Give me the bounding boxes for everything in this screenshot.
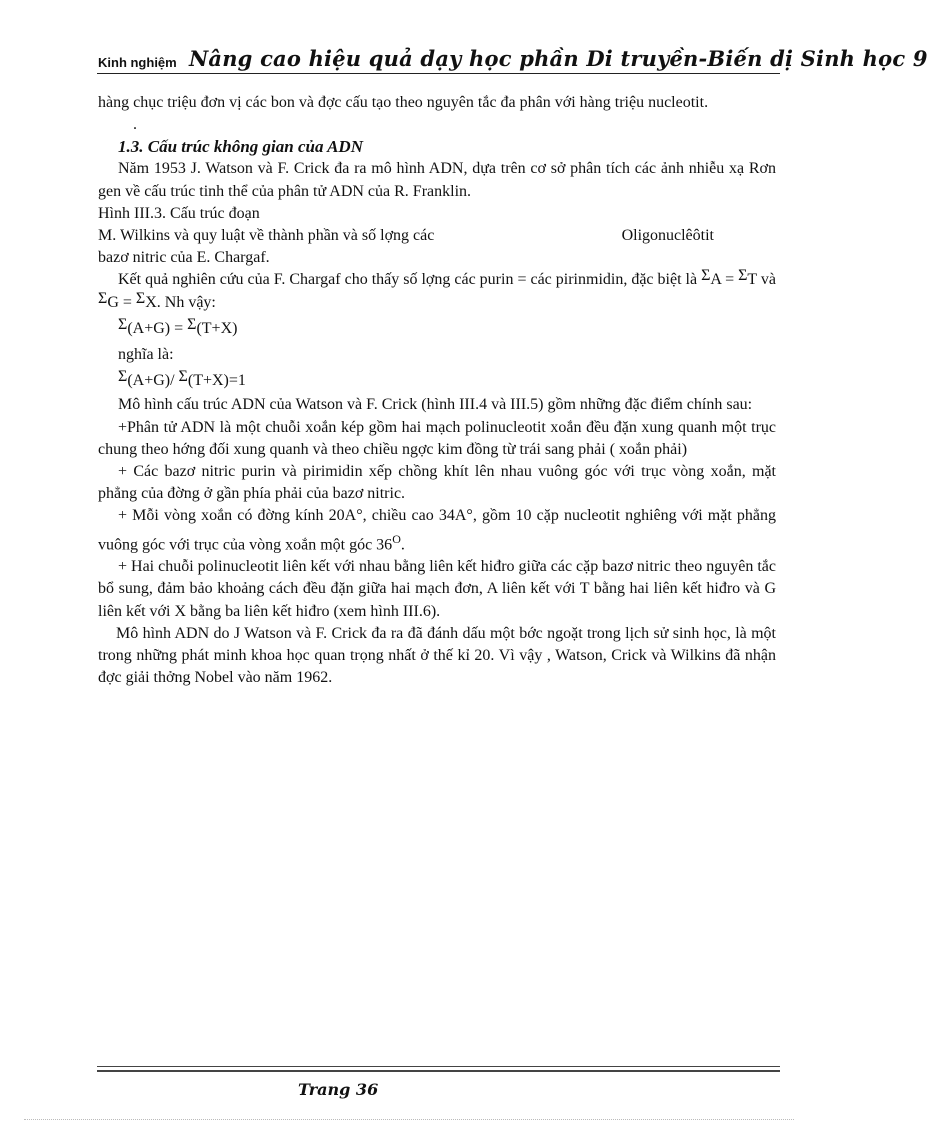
wilkins-line <box>98 225 776 247</box>
paragraph-hydrogen-bonds: + Hai chuỗi polinucleotit liên kết với nhau bằng liên kết hiđro giữa các cặp bazơ nitric theo nguyên tắc bổ sung, đảm bảo khoảng cách đều đặn giữa hai mạch đơn, A liên kết với T bằng hai liên kết hiđro và G liên kết với X bằng ba liên kết hiđro (xem hình III.6). <box>98 558 776 620</box>
paragraph-bases: + Các bazơ nitric purin và pirimidin xếp chồng khít lên nhau vuông góc với trục vòng xoắn, mặt phẳng của đờng ở gần phía phải của bazơ nitric. <box>98 463 776 503</box>
sigma-symbol: Σ <box>118 368 128 386</box>
sigma-symbol: Σ <box>701 267 711 285</box>
paragraph-nobel: Mô hình ADN do J Watson và F. Crick đa ra đã đánh dấu một bớc ngoặt trong lịch sử sinh học, là một trong những phát minh khoa học quan trọng nhất ở thế kỉ 20. Vì vậy , Watson, Crick và Wilkins đã nhận đợc giải thởng Nobel vào năm 1962. <box>98 624 776 687</box>
formula-ag: (A+G) = <box>127 319 188 337</box>
paragraph-chargaf <box>98 269 776 313</box>
stray-dot: . <box>133 116 137 134</box>
chargaf-g: G = <box>107 293 136 311</box>
formula-ratio-tx: (T+X)=1 <box>187 372 246 390</box>
paragraph-history-text: Năm 1953 J. Watson và F. Crick đa ra mô hình ADN, dựa trên cơ sở phân tích các ảnh nhiễu xạ Rơn gen về cấu trúc tinh thể của phân tử ADN của R. Franklin. <box>98 160 776 200</box>
page-bottom-border <box>24 1119 794 1120</box>
formula-ratio <box>98 370 776 392</box>
page-header <box>97 46 928 76</box>
chargaf-x: X. Nh vậy: <box>145 293 216 311</box>
sigma-symbol: Σ <box>187 315 197 333</box>
sigma-symbol: Σ <box>135 289 146 307</box>
degree-sup: O <box>392 531 401 546</box>
footer-rule-thick <box>97 1070 780 1072</box>
chargaf-a: A = <box>710 271 739 289</box>
sigma-symbol: Σ <box>118 315 128 333</box>
sigma-symbol: Σ <box>738 267 748 285</box>
chargaf-text: Kết quả nghiên cứu của F. Chargaf cho thấy số lợng các purin = các pirinmidin, đặc biệt là <box>118 271 702 289</box>
paragraph-model: Mô hình cấu trúc ADN của Watson và F. Crick (hình III.4 và III.5) gồm những đặc điểm chính sau: <box>118 396 753 414</box>
paragraph-history <box>98 158 776 202</box>
wilkins-text: M. Wilkins và quy luật về thành phần và số lợng các <box>98 227 435 245</box>
figure-caption-oligo: Oligonuclêôtit <box>621 227 714 245</box>
header-title: Nâng cao hiệu quả dạy học phần Di truyền-Biến dị Sinh học 9 <box>189 46 928 71</box>
chargaf-line: bazơ nitric của E. Chargaf. <box>98 249 270 267</box>
document-body <box>98 92 776 689</box>
meaning-label: nghĩa là: <box>118 346 174 364</box>
continued-paragraph: hàng chục triệu đơn vị các bon và đợc cấu tạo theo nguyên tắc đa phân với hàng triệu nucleotit. <box>98 94 709 111</box>
sigma-symbol: Σ <box>178 368 188 386</box>
formula-tx: (T+X) <box>196 319 238 337</box>
section-heading: 1.3. Cấu trúc không gian của ADN <box>118 137 363 157</box>
footer-rule <box>97 1066 780 1067</box>
paragraph-dimensions <box>98 505 776 556</box>
header-label: Kinh nghiệm <box>98 55 177 70</box>
sigma-symbol: Σ <box>98 289 108 307</box>
formula-ratio-ag: (A+G)/ <box>127 372 179 390</box>
dimensions-text: + Mỗi vòng xoắn có đờng kính 20A°, chiều cao 34A°, gồm 10 cặp nucleotit nghiêng với mặt phẳng vuông góc với trục của vòng xoắn một góc 36 <box>98 507 776 553</box>
page-number: Trang 36 <box>298 1080 379 1099</box>
paragraph-double-helix: +Phân tử ADN là một chuỗi xoắn kép gồm hai mạch polinucleotit xoắn đều đặn xung quanh một trục chung theo hớng đối xung quanh và theo chiều ngợc kim đồng từ trái sang phải ( xoắn phải) <box>98 418 776 458</box>
dimensions-end: . <box>400 535 405 553</box>
formula-sum <box>98 315 776 340</box>
figure-caption-line: Hình III.3. Cấu trúc đoạn <box>98 204 260 222</box>
chargaf-t: T và <box>747 271 776 289</box>
header-rule <box>97 73 780 74</box>
